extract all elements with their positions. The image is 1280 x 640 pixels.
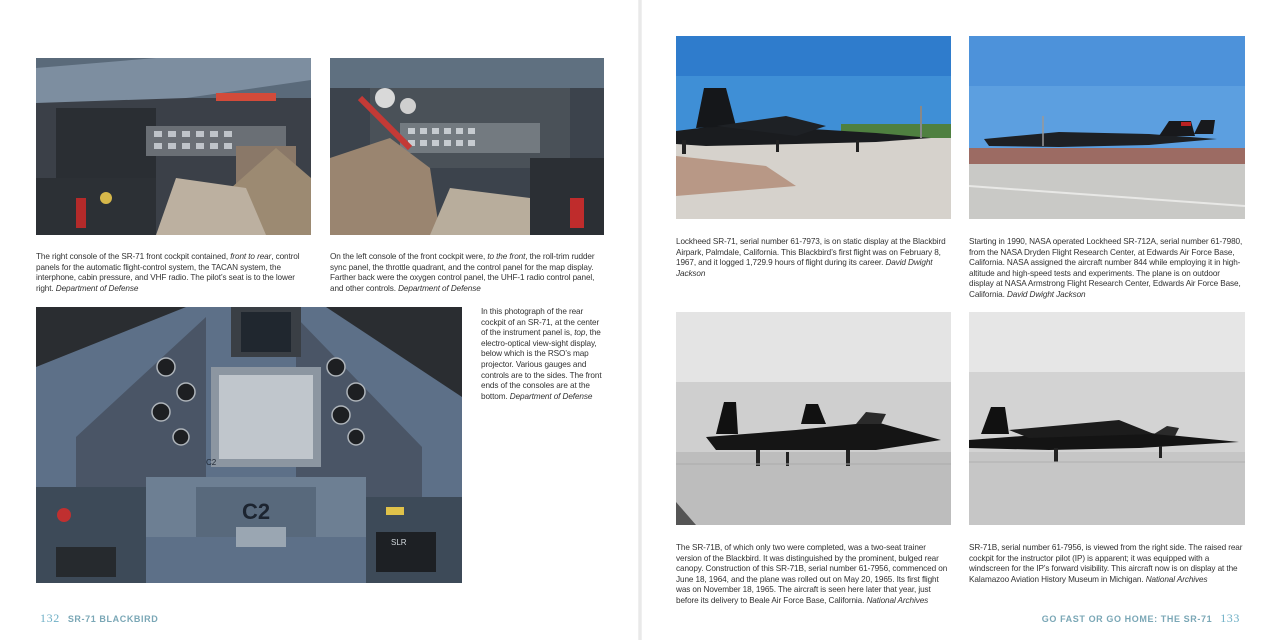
right-page-footer <box>1042 611 1240 626</box>
right-running-title: GO FAST OR GO HOME: THE SR-71 <box>1041 614 1213 624</box>
caption-sr71b-side <box>969 543 1245 585</box>
nasa-sr71a-display-photo <box>969 36 1245 219</box>
caption-text: In this photograph of the rear cockpit of an SR-71, at the center of the instrument panel is, <box>481 307 600 338</box>
caption-credit: National Archives <box>1145 574 1208 584</box>
caption-left-console <box>330 252 604 294</box>
photo-rear-cockpit <box>36 307 462 583</box>
left-running-title: SR-71 BLACKBIRD <box>67 614 159 624</box>
caption-text: SR-71B, serial number 61-7956, is viewed from the right side. The raised rear cockpit for the instructor pilot (IP) is apparent; it was equipped with a windscreen for the IP’s forward visibility. This aircraft now is on display at the Kalamazoo Aviation History Museum in Michigan. <box>969 543 1243 584</box>
caption-rear-cockpit <box>481 307 605 402</box>
caption-text: , control panels for the automatic flight-control system, the TACAN system, the interphone, cabin pressure, and VHF radio. The pilot’s seat is to the lower right. <box>36 252 300 293</box>
caption-text: The SR-71B, of which only two were completed, was a two-seat trainer version of the Blackbird. It was distinguished by the prominent, bulged rear canopy. Construction of this SR-71B, serial number 61-7956, commenced on June 18, 1964, and the plane was rolled out on May 20, 1965. Its first flight was on November 18, 1965. The aircraft is seen here later that year, just before its delivery to Beale Air Force Base, California. <box>676 543 948 605</box>
caption-text: Lockheed SR-71, serial number 61-7973, is on static display at the Blackbird Airpark, Palmdale, California. This Blackbird’s first flight was on February 8, 1967, and it logged 1,729.9 hours of flight during its career. <box>676 237 946 268</box>
caption-text: On the left console of the front cockpit were, <box>330 252 488 261</box>
caption-credit: David Dwight Jackson <box>676 258 933 278</box>
caption-text: , the roll-trim rudder sync panel, the throttle quadrant, and the control panel for the map display. Farther back were the oxygen control panel, the UHF-1 radio control panel, and other controls. <box>330 252 595 293</box>
rear-cockpit-photo <box>36 307 462 583</box>
rear-cockpit-marking: C2 <box>241 499 271 524</box>
photo-left-console <box>330 58 604 235</box>
left-page-number: 132 <box>40 611 60 625</box>
cockpit-right-console-photo <box>36 58 311 235</box>
photo-sr71b-side <box>969 312 1245 525</box>
caption-text: The right console of the SR-71 front cockpit contained, <box>36 252 231 261</box>
photo-sr71b-rollout <box>676 312 951 525</box>
page-gutter <box>638 0 642 640</box>
left-page-footer <box>40 611 158 626</box>
sr71b-rollout-photo <box>676 312 951 525</box>
caption-text: , the electro-optical view-sight display, below which is the RSO’s map projector. Various gauges and controls are to the sides. The front ends of the consoles are at the bottom. <box>481 328 602 401</box>
caption-nasa-sr71 <box>969 237 1245 301</box>
photo-nasa-sr71 <box>969 36 1245 219</box>
caption-text: Starting in 1990, NASA operated Lockheed SR-712A, serial number 61-7980, from the NASA Dryden Flight Research Center, at Edwards Air Force Base, California. NASA assigned the aircraft number 844 while employing it in high-altitude and high-speed tests and experiments. The plane is on outdoor display at NASA Armstrong Flight Research Center, Edwards Air Force Base, California. <box>969 237 1243 299</box>
right-page-number: 133 <box>1220 611 1240 625</box>
caption-credit: David Dwight Jackson <box>1006 289 1086 299</box>
caption-sr71b-rollout <box>676 543 948 607</box>
sr71-static-display-photo <box>676 36 951 219</box>
caption-credit: National Archives <box>866 595 929 605</box>
photo-sr71-airpark <box>676 36 951 219</box>
photo-right-console <box>36 58 311 235</box>
cockpit-left-console-photo <box>330 58 604 235</box>
rear-cockpit-small-marking: C2 <box>206 458 217 467</box>
caption-credit: front to rear <box>230 252 272 261</box>
caption-right-console <box>36 252 308 294</box>
caption-credit: Department of Defense <box>398 283 481 293</box>
caption-credit: Department of Defense <box>55 283 139 293</box>
sr71b-side-view-photo <box>969 312 1245 525</box>
rear-cockpit-label: SLR <box>391 538 407 547</box>
caption-credit: top <box>574 328 586 338</box>
caption-credit: Department of Defense <box>509 391 593 401</box>
caption-credit: to the front <box>487 252 526 261</box>
caption-sr71-airpark <box>676 237 948 279</box>
